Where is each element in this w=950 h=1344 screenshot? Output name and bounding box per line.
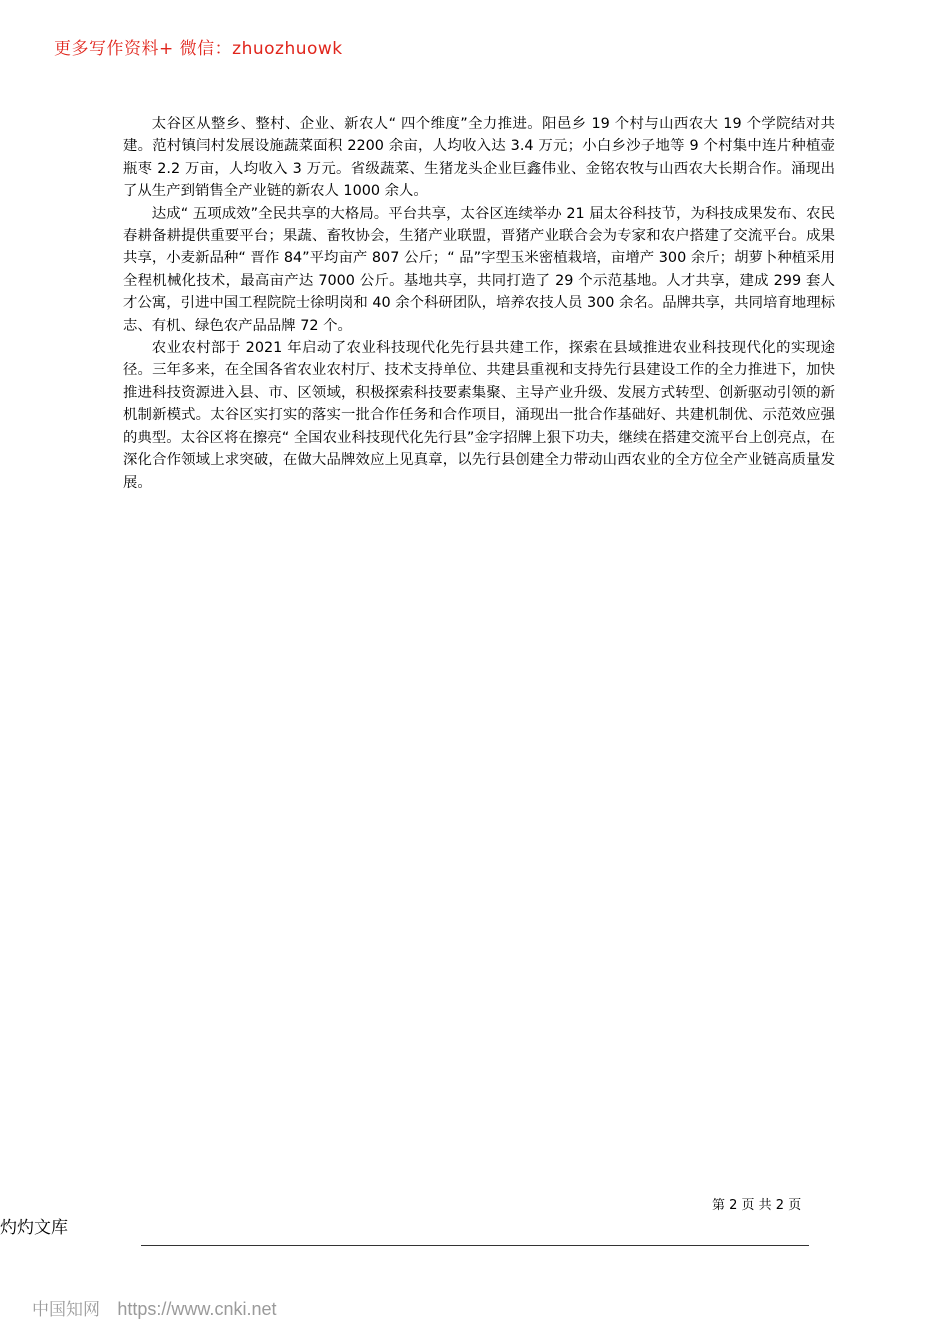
- watermark-logo: 中国知网: [32, 1300, 100, 1320]
- paragraph: 农业农村部于 2021 年启动了农业科技现代化先行县共建工作，探索在县域推进农业科技现代化的实现途径。三年多来，在全国各省农业农村厅、技术支持单位、共建县重视和支持先行县建设工作的全力推进下，加快推进科技资源进入县、市、区领域，积极探索科技要素集聚、主导产业升级、发展方式转型、创新驱动引领的新机制新模式。太谷区实打实的落实一批合作任务和合作项目，涌现出一批合作基础好、共建机制优、示范效应强的典型。太谷区将在擦亮“ 全国农业科技现代化先行县”金字招牌上狠下功夫，继续在搭建交流平台上创亮点，在深化合作领域上求突破，在做大品牌效应上见真章，以先行县创建全力带动山西农业的全方位全产业链高质量发展。: [123, 340, 835, 491]
- library-name: 灼灼文库: [0, 1218, 68, 1238]
- promo-banner: 更多写作资料+ 微信：zhuozhuowk: [54, 39, 343, 59]
- footer-divider: [141, 1245, 809, 1246]
- page-number: 第 2 页 共 2 页: [712, 1198, 802, 1213]
- watermark: [32, 1295, 276, 1320]
- watermark-url: https://www.cnki.net: [117, 1299, 277, 1319]
- paragraph: 太谷区从整乡、整村、企业、新农人“ 四个维度”全力推进。阳邑乡 19 个村与山西农大 19 个学院结对共建。范村镇闫村发展设施蔬菜面积 2200 余亩，人均收入达 3.4 万元；小白乡沙子地等 9 个村集中连片种植壶瓶枣 2.2 万亩，人均收入 3 万元。省级蔬菜、生猪龙头企业巨鑫伟业、金铭农牧与山西农大长期合作。涌现出了从生产到销售全产业链的新农人 1000 余人。: [123, 116, 835, 200]
- paragraph: 达成“ 五项成效”全民共享的大格局。平台共享，太谷区连续举办 21 届太谷科技节，为科技成果发布、农民春耕备耕提供重要平台；果蔬、畜牧协会，生猪产业联盟，晋猪产业联合会为专家和农户搭建了交流平台。成果共享，小麦新品种“ 晋作 84”平均亩产 807 公斤；“ 品”字型玉米密植栽培，亩增产 300 余斤；胡萝卜种植采用全程机械化技术，最高亩产达 7000 公斤。基地共享，共同打造了 29 个示范基地。人才共享，建成 299 套人才公寓，引进中国工程院院士徐明岗和 40 余个科研团队，培养农技人员 300 余名。品牌共享，共同培育地理标志、有机、绿色农产品品牌 72 个。: [123, 205, 835, 334]
- article-body: [123, 113, 835, 494]
